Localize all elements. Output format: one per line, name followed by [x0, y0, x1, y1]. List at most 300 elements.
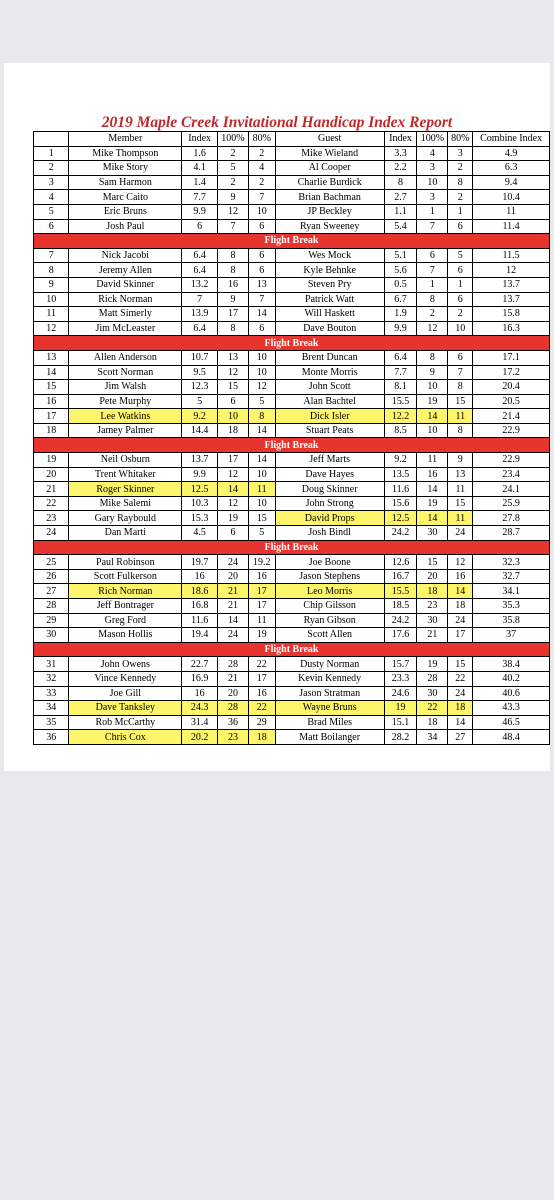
member-100: 12 [218, 365, 249, 380]
member-index: 6 [182, 219, 218, 234]
guest-index: 15.5 [384, 394, 417, 409]
guest-index: 19 [384, 701, 417, 716]
member-80: 10 [248, 365, 275, 380]
guest-index: 24.6 [384, 686, 417, 701]
row-number: 27 [34, 584, 69, 599]
flight-break-row [34, 336, 550, 351]
row-number: 25 [34, 555, 69, 570]
table-row [34, 146, 550, 161]
member-100: 2 [218, 146, 249, 161]
table-row [34, 321, 550, 336]
row-number: 8 [34, 263, 69, 278]
member-index: 13.2 [182, 277, 218, 292]
member-index: 9.9 [182, 467, 218, 482]
member-100: 24 [218, 555, 249, 570]
guest-index: 15.1 [384, 715, 417, 730]
guest-100: 6 [417, 248, 448, 263]
guest-100: 30 [417, 686, 448, 701]
member-80: 18 [248, 730, 275, 745]
guest-100: 20 [417, 569, 448, 584]
header-member-100: 100% [218, 132, 249, 147]
table-row [34, 307, 550, 322]
member-index: 1.6 [182, 146, 218, 161]
member-index: 22.7 [182, 657, 218, 672]
guest-index: 5.4 [384, 219, 417, 234]
table-row [34, 628, 550, 643]
combine-index: 11 [473, 204, 550, 219]
guest-100: 2 [417, 307, 448, 322]
table-header-row [34, 132, 550, 147]
row-number: 24 [34, 526, 69, 541]
combine-index: 27.8 [473, 511, 550, 526]
member-name: Pete Murphy [69, 394, 182, 409]
member-name: Neil Osburn [69, 453, 182, 468]
member-index: 16.9 [182, 671, 218, 686]
row-number: 33 [34, 686, 69, 701]
combine-index: 22.9 [473, 453, 550, 468]
guest-80: 1 [448, 277, 473, 292]
guest-80: 1 [448, 204, 473, 219]
member-100: 36 [218, 715, 249, 730]
guest-80: 18 [448, 701, 473, 716]
member-name: Matt Simerly [69, 307, 182, 322]
guest-name: Chip Gilsson [275, 599, 384, 614]
combine-index: 35.3 [473, 599, 550, 614]
guest-name: John Strong [275, 496, 384, 511]
table-row [34, 555, 550, 570]
member-100: 9 [218, 292, 249, 307]
combine-index: 43.3 [473, 701, 550, 716]
combine-index: 16.3 [473, 321, 550, 336]
member-index: 24.3 [182, 701, 218, 716]
guest-80: 14 [448, 715, 473, 730]
row-number: 12 [34, 321, 69, 336]
table-body [34, 132, 550, 745]
table-row [34, 453, 550, 468]
row-number: 6 [34, 219, 69, 234]
guest-80: 15 [448, 496, 473, 511]
guest-index: 5.1 [384, 248, 417, 263]
member-80: 7 [248, 190, 275, 205]
table-row [34, 350, 550, 365]
combine-index: 9.4 [473, 175, 550, 190]
guest-name: Wayne Bruns [275, 701, 384, 716]
member-name: Dan Marti [69, 526, 182, 541]
combine-index: 6.3 [473, 161, 550, 176]
member-80: 2 [248, 175, 275, 190]
guest-100: 22 [417, 701, 448, 716]
row-number: 35 [34, 715, 69, 730]
guest-100: 34 [417, 730, 448, 745]
guest-name: Ryan Sweeney [275, 219, 384, 234]
member-index: 20.2 [182, 730, 218, 745]
guest-100: 30 [417, 526, 448, 541]
row-number: 30 [34, 628, 69, 643]
header-number [34, 132, 69, 147]
member-name: Jeremy Allen [69, 263, 182, 278]
guest-100: 10 [417, 423, 448, 438]
row-number: 5 [34, 204, 69, 219]
guest-name: Dave Bouton [275, 321, 384, 336]
row-number: 29 [34, 613, 69, 628]
guest-80: 6 [448, 292, 473, 307]
table-row [34, 380, 550, 395]
member-name: Paul Robinson [69, 555, 182, 570]
member-index: 10.3 [182, 496, 218, 511]
table-row [34, 175, 550, 190]
table-row [34, 613, 550, 628]
row-number: 9 [34, 277, 69, 292]
member-name: Sam Harmon [69, 175, 182, 190]
guest-100: 7 [417, 219, 448, 234]
row-number: 18 [34, 423, 69, 438]
member-index: 12.5 [182, 482, 218, 497]
row-number: 16 [34, 394, 69, 409]
guest-index: 8.5 [384, 423, 417, 438]
member-100: 12 [218, 467, 249, 482]
combine-index: 13.7 [473, 292, 550, 307]
guest-index: 2.2 [384, 161, 417, 176]
guest-80: 5 [448, 248, 473, 263]
member-name: Marc Caito [69, 190, 182, 205]
member-80: 17 [248, 671, 275, 686]
flight-break-row [34, 642, 550, 657]
member-100: 21 [218, 584, 249, 599]
table-row [34, 277, 550, 292]
member-name: Joe Gill [69, 686, 182, 701]
table-row [34, 423, 550, 438]
guest-100: 14 [417, 409, 448, 424]
combine-index: 11.5 [473, 248, 550, 263]
guest-index: 12.5 [384, 511, 417, 526]
guest-80: 2 [448, 307, 473, 322]
member-80: 10 [248, 350, 275, 365]
guest-100: 18 [417, 715, 448, 730]
member-100: 19 [218, 511, 249, 526]
member-100: 20 [218, 569, 249, 584]
row-number: 2 [34, 161, 69, 176]
member-80: 7 [248, 292, 275, 307]
guest-index: 7.7 [384, 365, 417, 380]
guest-name: Kyle Behnke [275, 263, 384, 278]
member-80: 14 [248, 423, 275, 438]
guest-name: Matt Boilanger [275, 730, 384, 745]
guest-index: 1.1 [384, 204, 417, 219]
member-80: 22 [248, 657, 275, 672]
member-index: 16 [182, 569, 218, 584]
guest-name: Josh Bindl [275, 526, 384, 541]
member-name: Chris Cox [69, 730, 182, 745]
member-index: 1.4 [182, 175, 218, 190]
member-80: 6 [248, 219, 275, 234]
member-80: 2 [248, 146, 275, 161]
member-name: Trent Whitaker [69, 467, 182, 482]
member-index: 7.7 [182, 190, 218, 205]
guest-name: Brent Duncan [275, 350, 384, 365]
member-100: 13 [218, 350, 249, 365]
member-index: 31.4 [182, 715, 218, 730]
member-100: 8 [218, 321, 249, 336]
member-100: 5 [218, 161, 249, 176]
member-name: John Owens [69, 657, 182, 672]
member-80: 19 [248, 628, 275, 643]
guest-index: 23.3 [384, 671, 417, 686]
guest-index: 15.5 [384, 584, 417, 599]
member-name: Greg Ford [69, 613, 182, 628]
header-guest-80: 80% [448, 132, 473, 147]
guest-80: 13 [448, 467, 473, 482]
member-100: 21 [218, 599, 249, 614]
guest-name: Joe Boone [275, 555, 384, 570]
combine-index: 22.9 [473, 423, 550, 438]
guest-100: 1 [417, 204, 448, 219]
guest-80: 2 [448, 190, 473, 205]
table-row [34, 394, 550, 409]
combine-index: 4.9 [473, 146, 550, 161]
member-80: 5 [248, 526, 275, 541]
guest-index: 9.9 [384, 321, 417, 336]
member-name: Rich Norman [69, 584, 182, 599]
member-80: 11 [248, 482, 275, 497]
member-100: 7 [218, 219, 249, 234]
member-name: Allen Anderson [69, 350, 182, 365]
guest-80: 8 [448, 175, 473, 190]
header-member-80: 80% [248, 132, 275, 147]
guest-index: 0.5 [384, 277, 417, 292]
combine-index: 25.9 [473, 496, 550, 511]
guest-100: 11 [417, 453, 448, 468]
guest-100: 18 [417, 584, 448, 599]
guest-name: David Props [275, 511, 384, 526]
guest-name: Stuart Peats [275, 423, 384, 438]
member-name: Scott Fulkerson [69, 569, 182, 584]
guest-index: 8.1 [384, 380, 417, 395]
guest-index: 24.2 [384, 526, 417, 541]
guest-name: Leo Morris [275, 584, 384, 599]
guest-index: 2.7 [384, 190, 417, 205]
table-row [34, 190, 550, 205]
guest-100: 14 [417, 511, 448, 526]
guest-100: 4 [417, 146, 448, 161]
header-guest-index: Index [384, 132, 417, 147]
combine-index: 46.5 [473, 715, 550, 730]
table-row [34, 730, 550, 745]
guest-80: 6 [448, 219, 473, 234]
guest-100: 19 [417, 496, 448, 511]
member-index: 6.4 [182, 321, 218, 336]
member-100: 12 [218, 204, 249, 219]
row-number: 4 [34, 190, 69, 205]
guest-100: 23 [417, 599, 448, 614]
guest-name: Brian Bachman [275, 190, 384, 205]
combine-index: 17.2 [473, 365, 550, 380]
table-row [34, 569, 550, 584]
row-number: 10 [34, 292, 69, 307]
table-row [34, 715, 550, 730]
guest-80: 8 [448, 380, 473, 395]
combine-index: 11.4 [473, 219, 550, 234]
member-100: 8 [218, 263, 249, 278]
row-number: 22 [34, 496, 69, 511]
member-name: Lee Watkins [69, 409, 182, 424]
table-row [34, 584, 550, 599]
guest-80: 6 [448, 350, 473, 365]
flight-break-row [34, 438, 550, 453]
member-index: 12.3 [182, 380, 218, 395]
guest-name: Jason Stratman [275, 686, 384, 701]
guest-100: 9 [417, 365, 448, 380]
guest-80: 12 [448, 555, 473, 570]
combine-index: 24.1 [473, 482, 550, 497]
guest-index: 12.2 [384, 409, 417, 424]
member-80: 29 [248, 715, 275, 730]
guest-name: Jeff Marts [275, 453, 384, 468]
guest-name: Doug Skinner [275, 482, 384, 497]
member-80: 12 [248, 380, 275, 395]
guest-80: 10 [448, 321, 473, 336]
member-index: 13.7 [182, 453, 218, 468]
guest-100: 21 [417, 628, 448, 643]
guest-name: Kevin Kennedy [275, 671, 384, 686]
guest-name: Wes Mock [275, 248, 384, 263]
member-name: Jim McLeaster [69, 321, 182, 336]
guest-index: 11.6 [384, 482, 417, 497]
member-name: Dave Tanksley [69, 701, 182, 716]
guest-name: Brad Miles [275, 715, 384, 730]
guest-80: 7 [448, 365, 473, 380]
table-row [34, 365, 550, 380]
guest-100: 10 [417, 380, 448, 395]
member-index: 18.6 [182, 584, 218, 599]
combine-index: 35.8 [473, 613, 550, 628]
member-name: Rick Norman [69, 292, 182, 307]
member-name: Mike Salemi [69, 496, 182, 511]
member-100: 28 [218, 657, 249, 672]
header-guest: Guest [275, 132, 384, 147]
row-number: 28 [34, 599, 69, 614]
guest-name: Patrick Watt [275, 292, 384, 307]
row-number: 23 [34, 511, 69, 526]
member-index: 15.3 [182, 511, 218, 526]
guest-name: Charlie Burdick [275, 175, 384, 190]
guest-index: 5.6 [384, 263, 417, 278]
member-index: 13.9 [182, 307, 218, 322]
guest-80: 22 [448, 671, 473, 686]
member-index: 16 [182, 686, 218, 701]
member-80: 17 [248, 584, 275, 599]
guest-index: 28.2 [384, 730, 417, 745]
guest-100: 10 [417, 175, 448, 190]
guest-100: 19 [417, 657, 448, 672]
member-100: 8 [218, 248, 249, 263]
table-row [34, 526, 550, 541]
guest-80: 24 [448, 613, 473, 628]
header-combine-index: Combine Index [473, 132, 550, 147]
member-80: 11 [248, 613, 275, 628]
row-number: 7 [34, 248, 69, 263]
table-row [34, 671, 550, 686]
combine-index: 32.7 [473, 569, 550, 584]
guest-index: 1.9 [384, 307, 417, 322]
row-number: 36 [34, 730, 69, 745]
row-number: 11 [34, 307, 69, 322]
guest-100: 15 [417, 555, 448, 570]
guest-100: 28 [417, 671, 448, 686]
combine-index: 23.4 [473, 467, 550, 482]
member-100: 14 [218, 482, 249, 497]
member-name: David Skinner [69, 277, 182, 292]
handicap-table [33, 131, 550, 745]
guest-80: 24 [448, 526, 473, 541]
guest-name: Monte Morris [275, 365, 384, 380]
combine-index: 15.8 [473, 307, 550, 322]
member-name: Jamey Palmer [69, 423, 182, 438]
member-name: Mason Hollis [69, 628, 182, 643]
report-title: 2019 Maple Creek Invitational Handicap Index Report [101, 114, 453, 131]
member-index: 5 [182, 394, 218, 409]
guest-80: 14 [448, 584, 473, 599]
member-80: 6 [248, 248, 275, 263]
guest-100: 8 [417, 292, 448, 307]
header-guest-100: 100% [417, 132, 448, 147]
table-row [34, 467, 550, 482]
flight-break-label: Flight Break [34, 642, 550, 657]
guest-index: 3.3 [384, 146, 417, 161]
member-80: 17 [248, 599, 275, 614]
report-page [4, 63, 550, 771]
row-number: 20 [34, 467, 69, 482]
guest-index: 8 [384, 175, 417, 190]
guest-80: 8 [448, 423, 473, 438]
member-name: Jeff Bontrager [69, 599, 182, 614]
member-name: Mike Story [69, 161, 182, 176]
row-number: 13 [34, 350, 69, 365]
member-80: 22 [248, 701, 275, 716]
member-index: 9.9 [182, 204, 218, 219]
member-name: Scott Norman [69, 365, 182, 380]
member-index: 7 [182, 292, 218, 307]
member-80: 8 [248, 409, 275, 424]
member-100: 15 [218, 380, 249, 395]
member-name: Vince Kennedy [69, 671, 182, 686]
member-80: 6 [248, 263, 275, 278]
guest-100: 12 [417, 321, 448, 336]
member-100: 6 [218, 526, 249, 541]
guest-index: 18.5 [384, 599, 417, 614]
flight-break-label: Flight Break [34, 234, 550, 249]
member-index: 6.4 [182, 248, 218, 263]
table-row [34, 482, 550, 497]
member-name: Gary Raybould [69, 511, 182, 526]
member-name: Rob McCarthy [69, 715, 182, 730]
guest-name: JP Beckley [275, 204, 384, 219]
header-member-index: Index [182, 132, 218, 147]
guest-name: Scott Allen [275, 628, 384, 643]
combine-index: 20.5 [473, 394, 550, 409]
member-80: 10 [248, 467, 275, 482]
member-80: 14 [248, 453, 275, 468]
member-100: 14 [218, 613, 249, 628]
guest-80: 9 [448, 453, 473, 468]
member-index: 4.5 [182, 526, 218, 541]
member-100: 23 [218, 730, 249, 745]
guest-80: 6 [448, 263, 473, 278]
row-number: 31 [34, 657, 69, 672]
combine-index: 21.4 [473, 409, 550, 424]
member-name: Mike Thompson [69, 146, 182, 161]
guest-name: John Scott [275, 380, 384, 395]
member-index: 9.5 [182, 365, 218, 380]
